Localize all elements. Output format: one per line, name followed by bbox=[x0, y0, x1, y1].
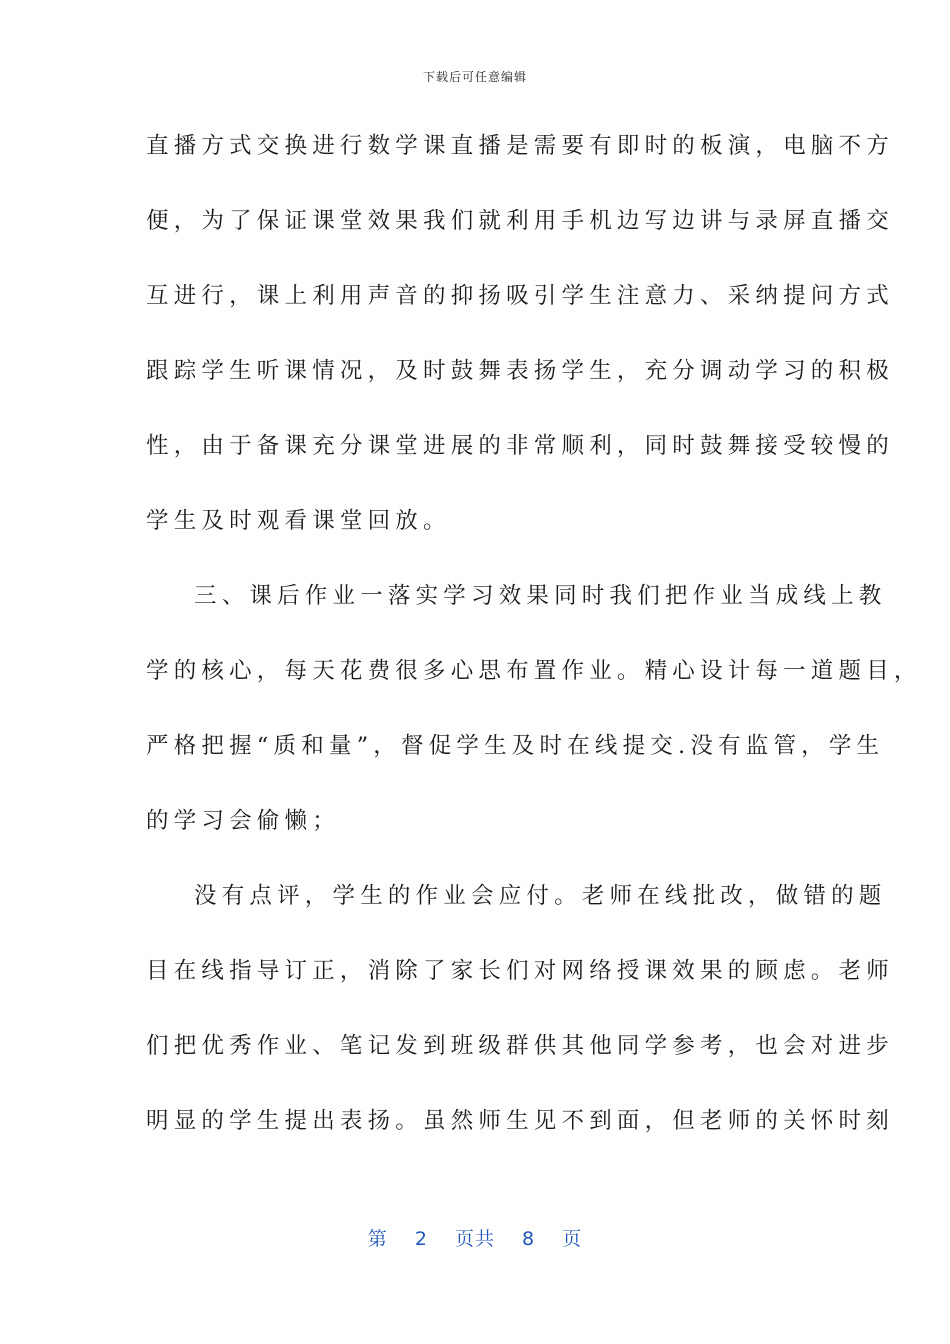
paragraph-2-line-1: 三、课后作业一落实学习效果同时我们把作业当成线上教 bbox=[194, 583, 887, 609]
paragraph-2-line-2: 学的核心，每天花费很多心思布置作业。精心设计每一道题目， bbox=[146, 658, 922, 684]
paragraph-2-line-4: 的学习会偷懒； bbox=[146, 808, 340, 834]
paragraph-1-line-4: 跟踪学生听课情况，及时鼓舞表扬学生，充分调动学习的积极 bbox=[146, 358, 894, 384]
paragraph-1-line-2: 便，为了保证课堂效果我们就利用手机边写边讲与录屏直播交 bbox=[146, 208, 894, 234]
footer-prefix: 第 bbox=[367, 1228, 388, 1250]
footer-total-pages: 8 bbox=[522, 1228, 536, 1250]
document-body bbox=[146, 122, 922, 1172]
paragraph-3-line-3: 们把优秀作业、笔记发到班级群供其他同学参考，也会对进步 bbox=[146, 1033, 894, 1059]
page-header: 下载后可任意编辑 bbox=[422, 70, 527, 84]
paragraph-1-line-5: 性，由于备课充分课堂进展的非常顺利，同时鼓舞接受较慢的 bbox=[146, 433, 894, 459]
footer-current-page: 2 bbox=[414, 1228, 428, 1250]
footer-middle: 页共 bbox=[454, 1228, 495, 1250]
paragraph-1-line-3: 互进行，课上利用声音的抑扬吸引学生注意力、采纳提问方式 bbox=[146, 283, 894, 309]
paragraph-3-line-4: 明显的学生提出表扬。虽然师生见不到面，但老师的关怀时刻 bbox=[146, 1108, 894, 1134]
paragraph-1-line-1: 直播方式交换进行数学课直播是需要有即时的板演，电脑不方 bbox=[146, 133, 894, 159]
paragraph-3-line-1: 没有点评，学生的作业会应付。老师在线批改，做错的题 bbox=[194, 883, 887, 909]
page-footer bbox=[0, 1224, 950, 1251]
paragraph-2-line-3: 严格把握“质和量”，督促学生及时在线提交.没有监管，学生 bbox=[146, 733, 885, 759]
footer-suffix: 页 bbox=[562, 1228, 583, 1250]
paragraph-3-line-2: 目在线指导订正，消除了家长们对网络授课效果的顾虑。老师 bbox=[146, 958, 894, 984]
paragraph-1-line-6: 学生及时观看课堂回放。 bbox=[146, 508, 451, 534]
